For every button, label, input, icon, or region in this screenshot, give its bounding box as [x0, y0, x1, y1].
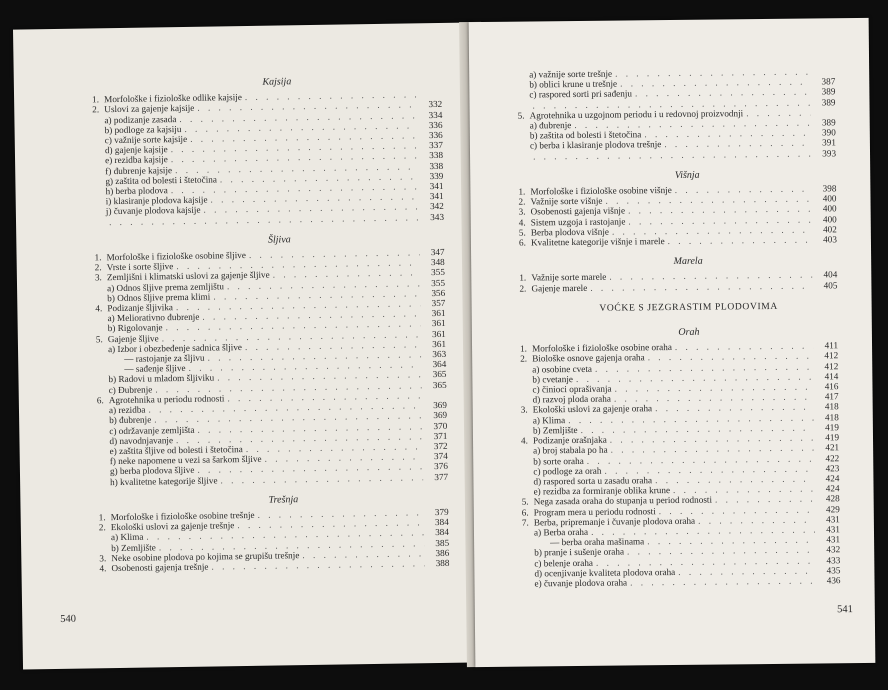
section-title: Marela	[673, 255, 703, 268]
entry-text: a) Klima	[532, 414, 566, 426]
entry-number: 3.	[94, 272, 102, 283]
entry-number: 2.	[518, 196, 526, 207]
entry-text: a) Izbor i obezbeđenje sadnica šljive	[107, 341, 243, 355]
entry-page: 361	[431, 328, 446, 339]
entry-text: c) berba i klasiranje plodova trešnje	[529, 139, 662, 151]
entry-number: 6.	[518, 237, 526, 248]
entry-text: d) razvoj ploda oraha	[532, 393, 611, 405]
entry-page: 390	[821, 127, 836, 138]
entry-page: 418	[824, 411, 839, 423]
entry-text: Uslovi za gajenje kajsije	[104, 103, 195, 115]
entry-number: 2.	[519, 283, 527, 294]
entry-text: g) berba plodova šljive	[109, 465, 195, 477]
entry-page: 411	[824, 340, 839, 351]
entry-page: 421	[825, 442, 840, 453]
entry-page: 369	[433, 410, 448, 421]
entry-text: c) belenje oraha	[534, 557, 594, 568]
entry-text: Agrotehnika u uzgojnom periodu i u redovnoj proizvodnji	[529, 108, 744, 121]
left-page	[13, 22, 481, 669]
entry-page: 424	[825, 483, 840, 494]
entry-text: j) čuvanje plodova kajsije	[105, 205, 201, 217]
entry-number: 1.	[520, 343, 528, 354]
entry-page: 433	[826, 554, 841, 565]
entry-page: 336	[428, 129, 443, 141]
entry-number: 7.	[521, 517, 529, 528]
entry-text: Berba, pripremanje i čuvanje plodova oraha	[533, 515, 696, 528]
entry-text: b) oblici krune u trešnje	[529, 78, 618, 90]
entry-text: Vrste i sorte šljive	[106, 261, 174, 273]
entry-page: 376	[434, 461, 448, 472]
entry-page: 400	[822, 213, 837, 225]
section-gap	[520, 315, 838, 323]
entry-number: 4.	[518, 217, 526, 228]
entry-text: c) važnije sorte kajsije	[104, 133, 188, 146]
entry-text: b) Zemljište	[532, 424, 578, 436]
entry-page: 339	[429, 170, 444, 181]
entry-text: c) podloge za orah	[533, 465, 602, 477]
entry-page: 357	[431, 297, 446, 309]
entry-text: Ekološki uslovi za gajenje oraha	[532, 403, 653, 415]
entry-page: 364	[432, 359, 447, 370]
entry-page: 386	[435, 547, 450, 558]
entry-page: 361	[431, 308, 446, 319]
entry-text: a) Berba oraha	[533, 526, 589, 538]
entry-page: 343	[430, 211, 445, 222]
entry-page: 414	[824, 371, 839, 382]
entry-number: 5.	[95, 333, 103, 345]
entry-number: 4.	[95, 303, 103, 314]
entry-text: g) zaštita od bolesti i štetočina	[105, 174, 217, 187]
entry-page: 422	[825, 452, 840, 463]
entry-page: 363	[432, 348, 447, 360]
entry-text: — rastojanje za šljivu	[124, 352, 205, 365]
entry-page: 393	[822, 147, 837, 159]
entry-text: — berba oraha mašinama	[550, 536, 645, 548]
entry-text: Osobenosti gajenja višnje	[530, 205, 626, 217]
entry-page: 428	[825, 493, 840, 504]
entry-text: a) osobine cveta	[532, 363, 593, 375]
entry-page: 377	[434, 471, 449, 482]
entry-text: b) sorte oraha	[533, 455, 584, 466]
entry-text: b) đubrenje	[109, 414, 152, 426]
section-title: Šljiva	[267, 234, 291, 246]
entry-text: a) broj stabala po ha	[533, 444, 608, 456]
entry-text: Gajenje šljive	[107, 333, 159, 344]
entry-page: 361	[431, 318, 446, 329]
entry-page: 334	[428, 109, 443, 120]
entry-number: 5.	[517, 110, 525, 121]
entry-number: 2.	[92, 104, 100, 115]
entry-page: 385	[435, 537, 450, 548]
entry-text: Morfološke i fiziološke osobine trešnje	[110, 509, 255, 523]
entry-page: 405	[823, 279, 838, 291]
entry-text: Program mera u periodu rodnosti	[533, 505, 656, 517]
section-title: Orah	[678, 326, 700, 338]
entry-text: b) Radovi u mladom šljiviku	[108, 373, 215, 385]
entry-text: Ekološki uslovi za gajenje trešnje	[110, 520, 235, 533]
entry-page: 404	[823, 269, 838, 280]
entry-text: a) Odnos šljive prema zemljištu	[106, 281, 224, 293]
entry-text: c) održavanje zemljišta	[109, 424, 195, 436]
entry-text: d) raspored sorta u zasadu oraha	[533, 475, 653, 487]
entry-text: c) raspored sorti pri sađenju	[529, 88, 633, 100]
entry-page: 412	[824, 360, 839, 372]
entry-page: 431	[826, 513, 840, 525]
entry-page: 356	[431, 287, 446, 298]
entry-text: Važnije sorte marele	[531, 272, 607, 283]
entry-page: 370	[433, 420, 448, 431]
entry-page: 416	[824, 381, 839, 392]
entry-page: 403	[823, 234, 837, 245]
entry-text: Berba plodova višnje	[530, 226, 609, 238]
entry-text: Morfološke i fiziološke osobine oraha	[532, 342, 672, 354]
entry-page: 387	[821, 76, 836, 87]
entry-text: b) podloge za kajsiju	[104, 123, 182, 136]
entry-page: 372	[433, 440, 448, 451]
entry-text: e) zaštita šljive od bolesti i štetočina	[109, 443, 243, 457]
entry-text: Važnije sorte višnje	[530, 195, 603, 207]
entry-text: b) cvetanje	[532, 373, 573, 385]
dot-leader	[668, 235, 812, 247]
entry-text: h) berba plodova	[105, 185, 168, 197]
entry-page: 365	[432, 379, 447, 390]
entry-page: 389	[821, 86, 836, 97]
entry-page: 417	[824, 391, 839, 402]
entry-page: 384	[435, 527, 450, 538]
entry-number: 1.	[519, 272, 527, 284]
right-page	[469, 18, 876, 667]
entry-page: 342	[429, 201, 444, 212]
entry-page: 361	[432, 338, 447, 349]
entry-page: 365	[432, 369, 447, 380]
entry-text: c) činioci oprašivanja	[532, 383, 612, 395]
entry-number: 5.	[518, 227, 526, 238]
entry-text: Morfološke i fiziološke odlike kajsije	[104, 92, 242, 105]
entry-page: 402	[822, 224, 837, 235]
entry-page: 348	[430, 257, 445, 268]
entry-page: 423	[825, 462, 840, 474]
entry-text: — sađenje šljive	[124, 363, 186, 375]
entry-page: 435	[826, 564, 841, 576]
entry-page: 398	[822, 183, 837, 194]
entry-page: 388	[435, 557, 450, 569]
entry-page: 338	[429, 150, 444, 161]
entry-text: d) ocenjivanje kvaliteta plodova oraha	[534, 566, 676, 579]
entry-page: 336	[428, 119, 443, 130]
entry-number: 1.	[92, 94, 100, 105]
entry-page: 369	[433, 399, 448, 411]
section-title: Višnja	[674, 169, 700, 181]
entry-text: i) klasiranje plodova kajsije	[105, 194, 208, 207]
entry-text: b) pranje i sušenje oraha	[534, 546, 625, 558]
page-number: 541	[837, 604, 853, 616]
section-title: Trešnja	[268, 493, 299, 506]
entry-page: 424	[825, 473, 840, 484]
entry-number: 4.	[520, 435, 528, 446]
entry-text: d) navodnjavanje	[109, 434, 174, 446]
entry-page: 419	[825, 422, 839, 433]
entry-text: Zemljišni i klimatski uslovi za gajenje šljive	[106, 270, 270, 283]
entry-page: 341	[429, 191, 444, 202]
page-number: 540	[60, 613, 77, 625]
entry-number: 3.	[518, 206, 526, 218]
entry-text: b) Zemljište	[111, 541, 156, 553]
entry-page: 431	[826, 524, 841, 535]
entry-text: Biološke osnove gajenja oraha	[532, 352, 645, 364]
entry-page: 429	[825, 503, 840, 514]
entry-text: Morfološke i fiziološke osobine višnje	[530, 185, 672, 197]
entry-text: b) Rigolovanje	[107, 322, 163, 334]
entry-text: a) važnije sorte trešnje	[529, 68, 613, 80]
entry-text: Morfološke i fiziološke osobine šljive	[106, 250, 246, 263]
entry-number: 5.	[521, 496, 529, 507]
entry-page: 379	[434, 506, 449, 517]
entry-text: f) đubrenje kajsije	[105, 164, 173, 176]
entry-page: 332	[428, 99, 443, 110]
entry-text: a) rezidba	[108, 404, 146, 416]
entry-page: 389	[821, 117, 836, 128]
entry-text: h) kvalitetne kategorije šljive	[110, 474, 218, 487]
entry-number: 2.	[98, 522, 106, 533]
entry-page: 400	[822, 193, 837, 204]
entry-text: Osobenosti gajenja trešnje	[111, 561, 209, 574]
entry-number: 1.	[518, 186, 526, 197]
entry-text: e) čuvanje plodova oraha	[534, 577, 628, 589]
section-title: VOĆKE S JEZGRASTIM PLODOVIMA	[599, 300, 778, 314]
entry-page: 355	[431, 277, 446, 288]
entry-page: 338	[429, 160, 444, 171]
dot-leader	[630, 575, 815, 587]
entry-text: Neke osobine plodova po kojima se grupišu trešnje	[111, 549, 300, 563]
entry-page: 384	[434, 516, 449, 528]
entry-text: f) neke napomene u vezi sa šarkom šljive	[109, 453, 262, 467]
entry-text: e) rezidba kajsije	[104, 154, 168, 166]
entry-text: Podizanje šljivika	[107, 302, 174, 314]
entry-page: 341	[429, 180, 444, 192]
dot-leader	[746, 107, 811, 118]
entry-page: 412	[824, 350, 839, 361]
entry-text: a) đubrenje	[529, 120, 572, 131]
entry-number: 4.	[99, 563, 107, 574]
entry-number: 2.	[94, 262, 102, 273]
entry-text: Kvalitetne kategorije višnje i marele	[530, 236, 665, 248]
entry-page: 389	[821, 96, 836, 108]
entry-number: 3.	[520, 405, 528, 416]
entry-text: a) podizanje zasada	[104, 113, 177, 125]
entry-page: 400	[822, 203, 837, 214]
entry-number: 6.	[521, 507, 529, 518]
entry-number: 1.	[94, 252, 102, 263]
entry-page: 371	[433, 430, 448, 441]
entry-page: 374	[433, 450, 448, 462]
entry-page: 418	[824, 401, 839, 412]
entry-text: Agrotehnika u periodu rodnosti	[108, 393, 225, 406]
entry-text: Nega zasada oraha do stupanja u period rodnosti	[533, 494, 713, 507]
entry-page: 436	[826, 575, 841, 586]
entry-text: a) Meliorativno đubrenje	[107, 312, 200, 324]
entry-text: Podizanje orašnjaka	[532, 434, 607, 446]
entry-text: c) Đubrenje	[108, 384, 153, 395]
entry-text: e) rezidba za formiranje oblika krune	[533, 485, 671, 497]
entry-number: 6.	[96, 395, 104, 406]
entry-text: Sistem uzgoja i rastojanje	[530, 216, 626, 228]
entry-page: 337	[429, 140, 443, 151]
entry-text: d) gajenje kajsije	[104, 144, 168, 156]
section-title: Kajsija	[262, 76, 292, 88]
entry-text: Gajenje marele	[531, 282, 588, 294]
entry-text: b) Odnos šljive prema klimi	[107, 291, 211, 304]
entry-number: 3.	[99, 552, 107, 564]
entry-page: 432	[826, 544, 841, 555]
left-toc	[92, 69, 450, 579]
right-toc	[517, 66, 840, 593]
entry-page: 355	[431, 267, 445, 278]
entry-number: 2.	[520, 353, 528, 365]
entry-page: 347	[430, 246, 445, 258]
entry-page: 431	[826, 534, 841, 545]
entry-page: 419	[825, 432, 840, 443]
entry-page: 391	[822, 137, 836, 148]
entry-number: 1.	[98, 512, 106, 523]
entry-text: a) Klima	[110, 531, 144, 543]
entry-text: b) zaštita od bolesti i štetočina	[529, 129, 642, 141]
